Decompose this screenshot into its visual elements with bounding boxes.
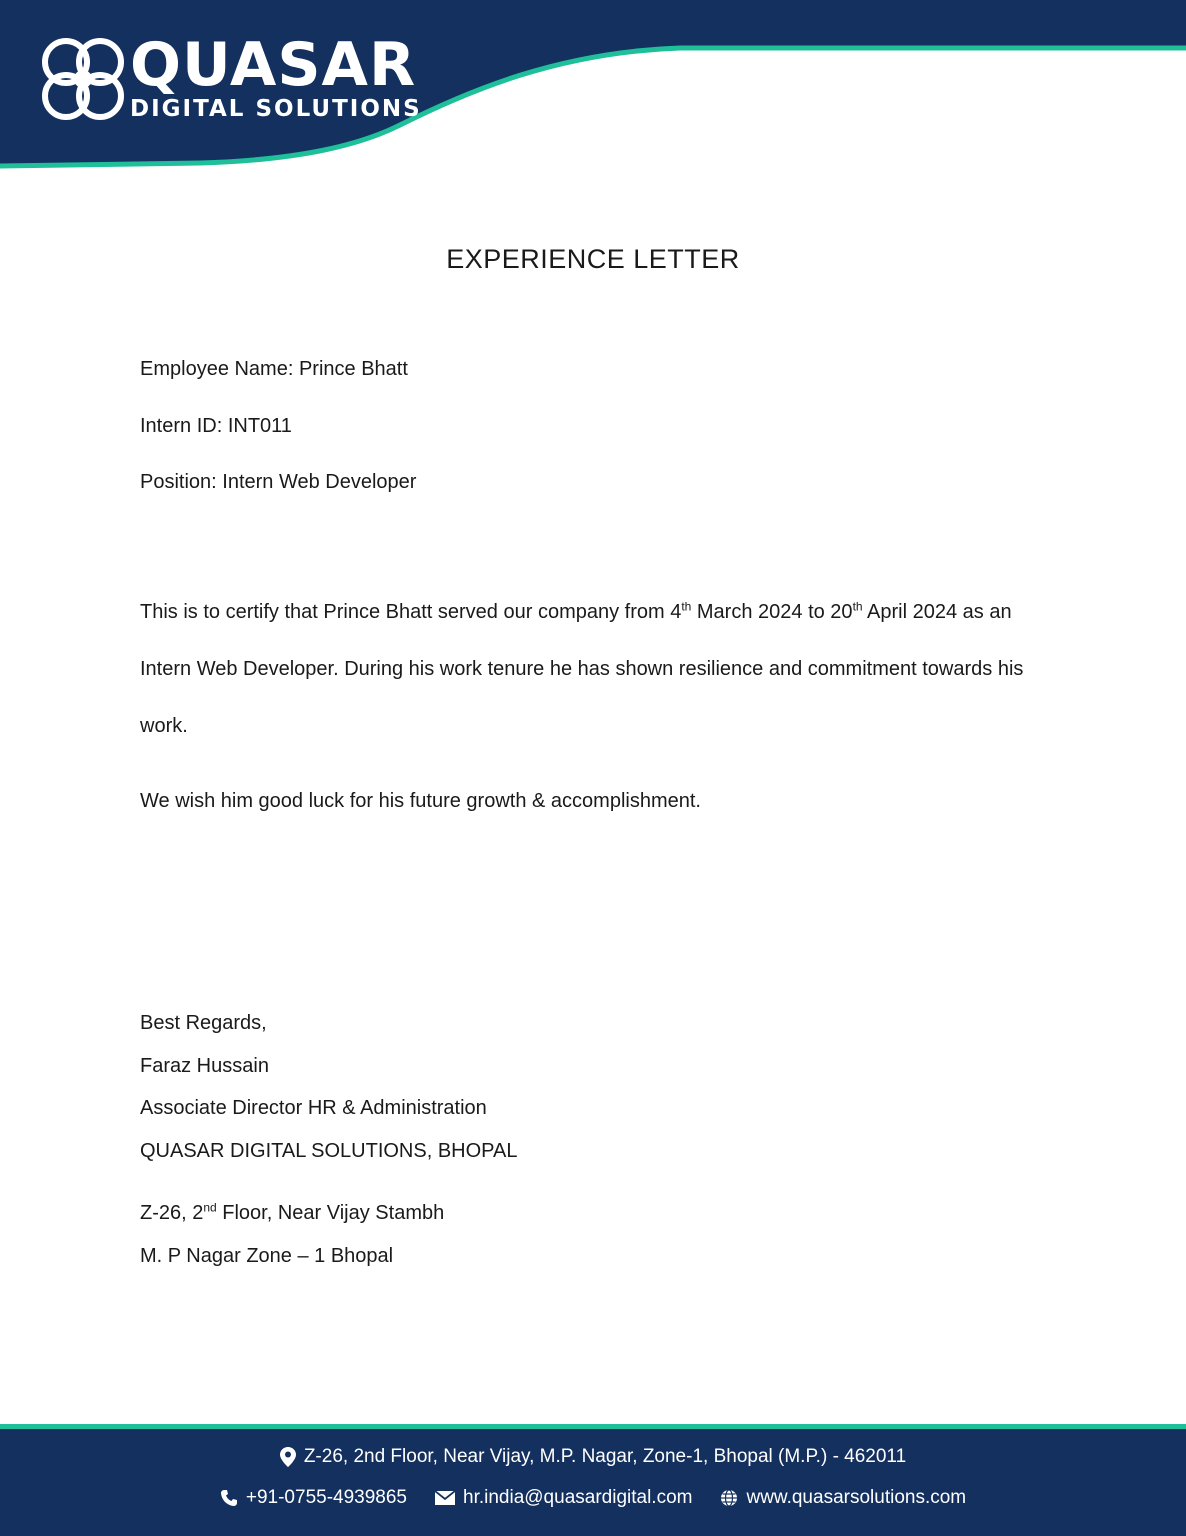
address1-sup: nd	[203, 1200, 217, 1215]
position: Position: Intern Web Developer	[140, 471, 417, 493]
signatory-designation: Associate Director HR & Administration	[140, 1097, 487, 1119]
footer-email[interactable]: hr.india@quasardigital.com	[463, 1487, 693, 1508]
para1-part3: April 2024 as an Intern Web Developer. During his work tenure he has shown resilience and commitment towards his work.	[140, 601, 1024, 737]
signatory-company: QUASAR DIGITAL SOLUTIONS, BHOPAL	[140, 1140, 518, 1162]
para1-sup1: th	[681, 599, 692, 614]
phone-icon	[220, 1489, 238, 1507]
para1-sup2: th	[852, 599, 863, 614]
wish-paragraph: We wish him good luck for his future growth & accomplishment.	[140, 790, 701, 812]
closing: Best Regards,	[140, 1012, 267, 1034]
para1-part1: This is to certify that Prince Bhatt served our company from 4	[140, 601, 682, 623]
address1-a: Z-26, 2	[140, 1202, 204, 1224]
footer-banner	[0, 1424, 1186, 1536]
certification-paragraph	[140, 584, 1040, 755]
para1-part2: March 2024 to 20	[691, 601, 853, 623]
location-pin-icon	[280, 1447, 296, 1467]
logo-subtitle: DIGITAL SOLUTIONS	[130, 96, 422, 122]
mail-icon	[435, 1491, 455, 1505]
address-line-1	[140, 1202, 444, 1225]
address-line-2: M. P Nagar Zone – 1 Bhopal	[140, 1245, 394, 1267]
address1-b: Floor, Near Vijay Stambh	[216, 1202, 445, 1224]
footer-phone[interactable]: +91-0755-4939865	[245, 1487, 407, 1508]
employee-name: Employee Name: Prince Bhatt	[140, 358, 408, 380]
logo-title: QUASAR	[130, 30, 417, 100]
footer-website[interactable]: www.quasarsolutions.com	[746, 1487, 967, 1508]
footer-address-row	[0, 1446, 1186, 1468]
globe-icon	[720, 1489, 738, 1507]
footer-contact-row	[0, 1487, 1186, 1509]
footer-address: Z-26, 2nd Floor, Near Vijay, M.P. Nagar, Zone-1, Bhopal (M.P.) - 462011	[303, 1446, 907, 1467]
signatory-name: Faraz Hussain	[140, 1055, 269, 1077]
page-title: EXPERIENCE LETTER	[446, 244, 740, 274]
company-logo	[40, 30, 422, 122]
logo-emblem-icon	[40, 36, 126, 122]
intern-id: Intern ID: INT011	[140, 415, 292, 437]
